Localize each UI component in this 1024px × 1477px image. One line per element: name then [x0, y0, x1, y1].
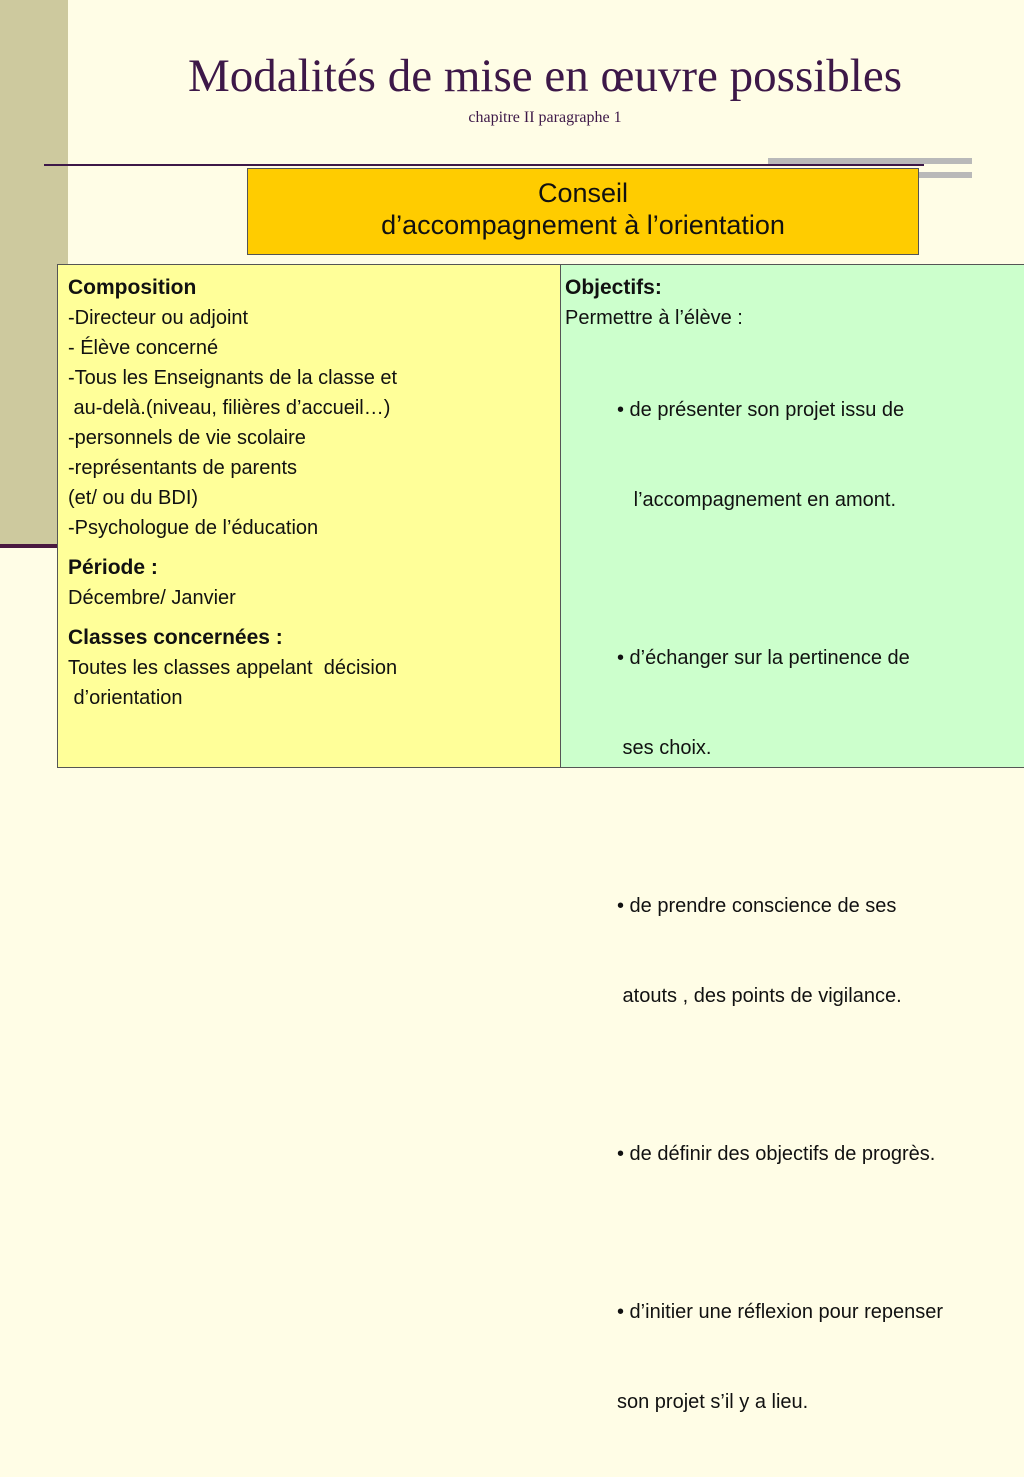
periode-text: Décembre/ Janvier [68, 587, 236, 609]
composition-line: -Directeur ou adjoint [68, 307, 249, 329]
header-line-1: Conseil [537, 178, 629, 208]
objective-item: • de prendre conscience de ses atouts , des points de vigilance. [617, 895, 902, 1007]
objectifs-heading: Objectifs: [565, 276, 662, 299]
classes-line: Toutes les classes appelant décision [68, 657, 398, 679]
composition-line: - Élève concerné [68, 337, 219, 359]
composition-line: -personnels de vie scolaire [68, 427, 306, 449]
composition-panel [57, 264, 561, 768]
composition-line: (et/ ou du BDI) [68, 487, 199, 509]
title-underline [44, 164, 924, 166]
objective-item: • de présenter son projet issu de l’accompagnement en amont. [617, 399, 905, 511]
classes-line: d’orientation [68, 687, 183, 709]
header-line-2: d’accompagnement à l’orientation [381, 210, 785, 240]
decorative-gray-bar [768, 158, 972, 164]
objective-item: • de définir des objectifs de progrès. [617, 1143, 936, 1165]
composition-line: au-delà.(niveau, filières d’accueil…) [68, 397, 391, 419]
classes-heading: Classes concernées : [68, 626, 283, 649]
slide-title: Modalités de mise en œuvre possibles [187, 50, 903, 102]
objectifs-intro: Permettre à l’élève : [565, 307, 743, 329]
periode-heading: Période : [68, 556, 158, 579]
council-header-box [247, 168, 919, 255]
composition-line: -Tous les Enseignants de la classe et [68, 367, 398, 389]
composition-heading: Composition [68, 276, 197, 299]
objectives-panel [560, 264, 1024, 1413]
objective-item: • d’échanger sur la pertinence de ses choix. [617, 647, 910, 759]
composition-line: -Psychologue de l’éducation [68, 517, 319, 539]
objective-item: • d’initier une réflexion pour repenser son projet s’il y a lieu. [617, 1301, 944, 1413]
decorative-gray-bar-small [918, 172, 972, 178]
composition-line: -représentants de parents [68, 457, 298, 479]
slide-subtitle: chapitre II paragraphe 1 [468, 109, 622, 126]
